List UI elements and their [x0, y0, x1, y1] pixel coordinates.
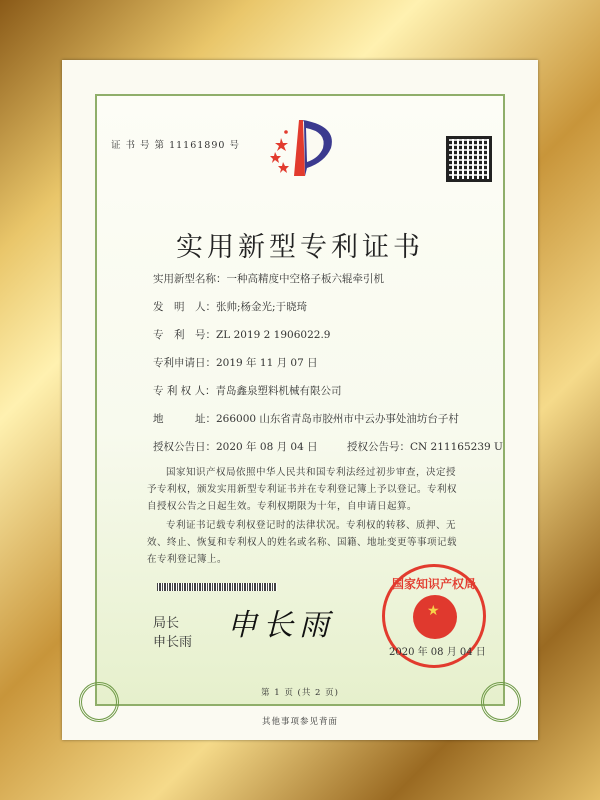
- certificate-border: [95, 94, 505, 706]
- field-utility-model-name: 实用新型名称：一种高精度中空格子板六辊牵引机: [153, 273, 384, 285]
- paragraph-grant: 国家知识产权局依照中华人民共和国专利法经过初步审查，决定授予专利权，颁发实用新型专利证书并在专利登记簿上予以登记。专利权自授权公告之日起生效。专利权期限为十年，自申请日起算。: [147, 467, 458, 512]
- barcode: [157, 583, 277, 591]
- certificate-number: 证 书 号 第 11161890 号: [111, 140, 240, 151]
- field-grant-date: 授权公告日：2020 年 08 月 04 日: [153, 441, 318, 453]
- field-patentee: 专 利 权 人：青岛鑫泉塑料机械有限公司: [153, 385, 342, 397]
- field-address: 地 址：266000 山东省青岛市胶州市中云办事处油坊台子村: [153, 413, 459, 425]
- signatory-name: 申长雨: [153, 635, 193, 650]
- seal-date: 2020 年 08 月 04 日: [389, 647, 486, 658]
- official-seal: [382, 564, 486, 668]
- field-patent-number: 专 利 号：ZL 2019 2 1906022.9: [153, 329, 331, 341]
- national-emblem-icon: ★: [413, 595, 457, 639]
- cnipa-logo-icon: [269, 118, 339, 178]
- page-title: 实用新型专利证书: [176, 232, 424, 263]
- seal-text: 国家知识产权局: [391, 577, 476, 591]
- paragraph-legal-status: 专利证书记载专利权登记时的法律状况。专利权的转移、质押、无效、终止、恢复和专利权人的姓名或名称、国籍、地址变更等事项记载在专利登记簿上。: [147, 520, 458, 565]
- signature: 申长雨: [227, 608, 335, 643]
- field-application-date: 专利申请日：2019 年 11 月 07 日: [153, 357, 318, 369]
- page-info: 第 1 页 (共 2 页): [261, 688, 339, 698]
- signatory-title: 局长: [153, 616, 180, 631]
- certificate-paper: [62, 60, 538, 740]
- footer-note: 其他事项参见背面: [261, 717, 338, 727]
- field-inventors: 发 明 人：张帅;杨金光;于晓琦: [153, 301, 308, 313]
- field-announcement-number: 授权公告号：CN 211165239 U: [347, 441, 503, 453]
- qr-code: [446, 136, 492, 182]
